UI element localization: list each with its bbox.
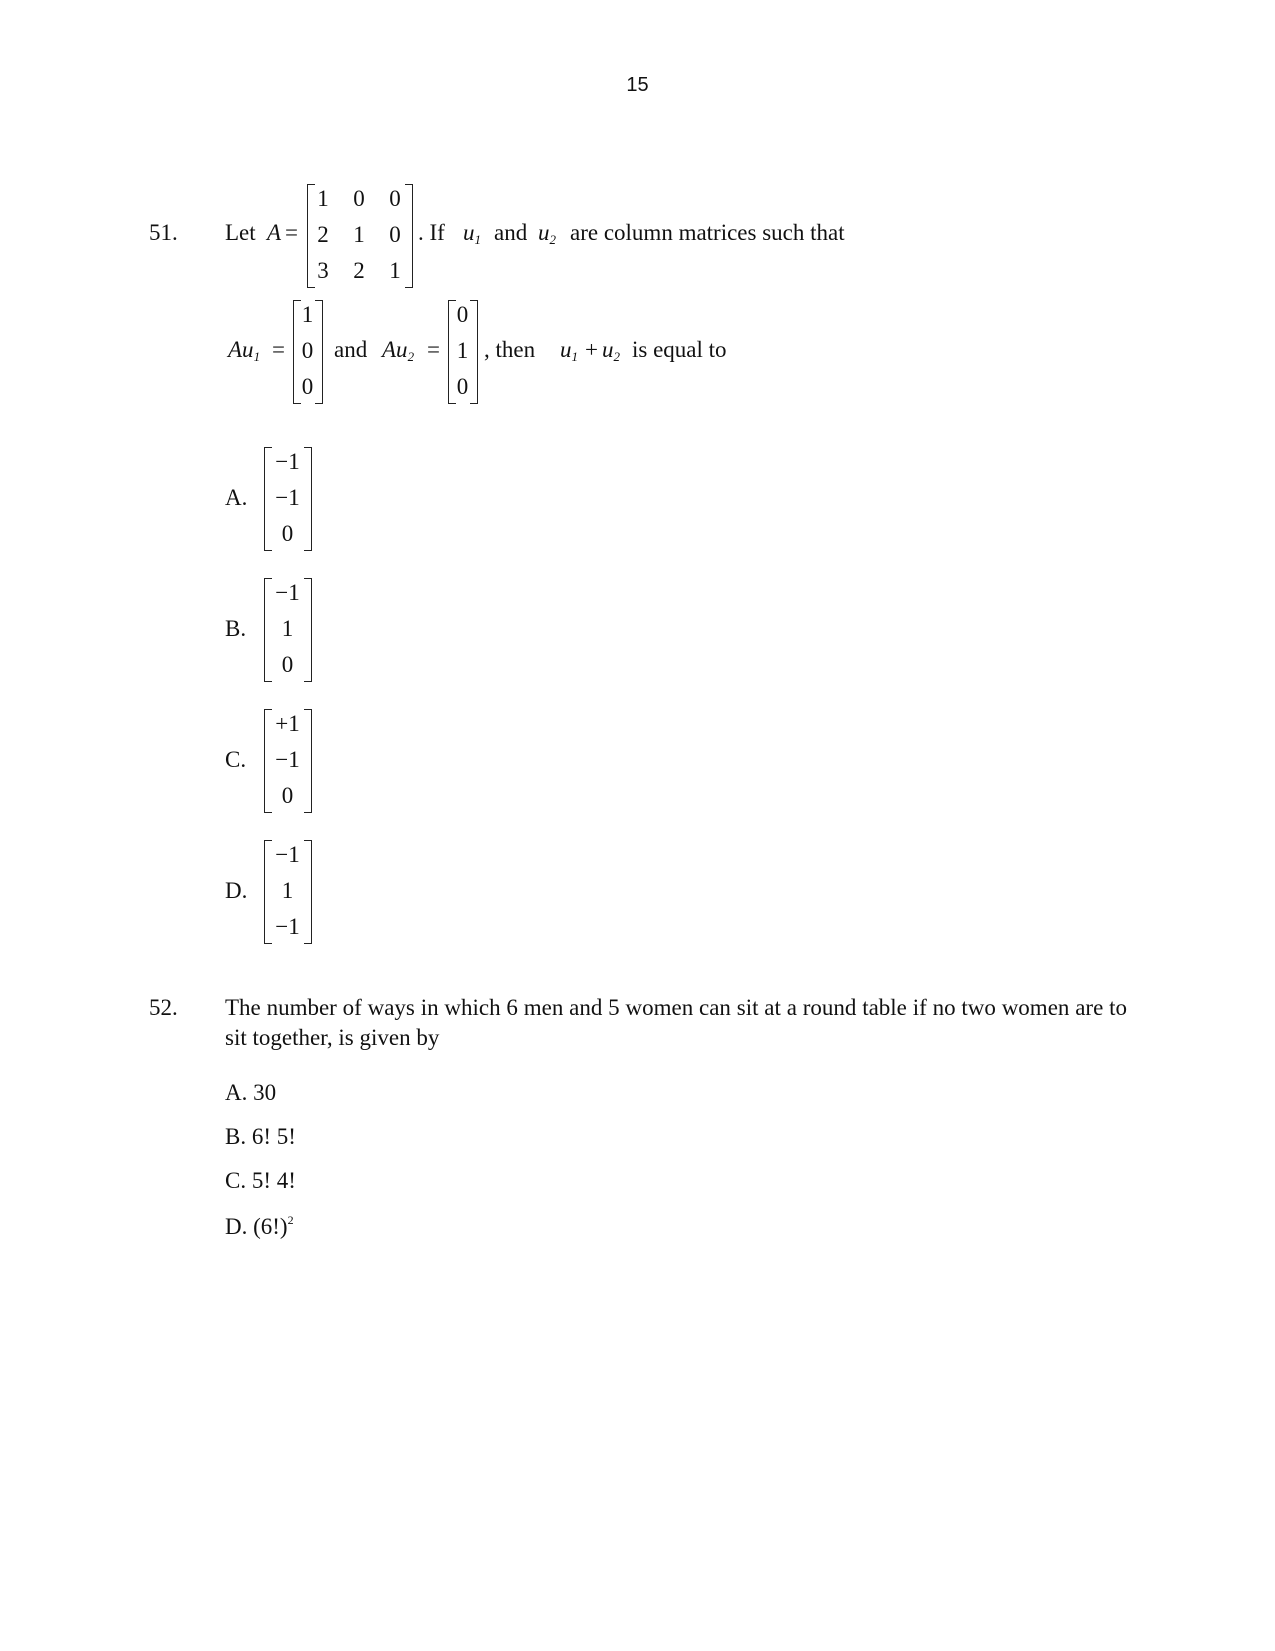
vector-cell: 0: [281, 521, 294, 546]
vector-cell: −1: [275, 580, 300, 605]
vector-cell: 1: [456, 338, 469, 363]
q52-option-b: B. 6! 5!: [225, 1124, 296, 1149]
let-text: Let: [225, 220, 256, 245]
after-matrix-text: . If: [418, 220, 445, 245]
and-text: and: [334, 337, 368, 362]
question-51-number: 51.: [149, 220, 178, 245]
page-number: 15: [626, 74, 649, 96]
au2-symbol: $Au_2$: [382, 337, 415, 364]
question-52-number: 52.: [149, 995, 178, 1020]
vector-cell: −1: [275, 449, 300, 474]
plus-sign: +: [585, 337, 598, 362]
matrix-a-cell: 0: [353, 186, 365, 211]
matrix-a-cell: 2: [317, 222, 329, 247]
u2-symbol: $u_2$: [602, 337, 620, 364]
option-a-label: A.: [225, 485, 248, 510]
question-52-text: The number of ways in which 6 men and 5 women can sit at a round table if no two women are to sit together, is given by: [225, 995, 1127, 1050]
vector-cell: 0: [456, 302, 469, 327]
equals-sign: =: [272, 337, 285, 362]
u1-symbol: $u_1$: [463, 220, 481, 247]
then-text: , then: [484, 337, 536, 362]
vector-cell: 1: [301, 302, 314, 327]
vector-cell: +1: [275, 711, 300, 736]
matrix-a-cell: 1: [353, 222, 365, 247]
matrix-a-cell: 2: [353, 258, 365, 283]
au1-symbol: $Au_1$: [228, 337, 261, 364]
option-c-label: C.: [225, 747, 247, 772]
matrix-a-cell: 0: [389, 186, 401, 211]
vector-cell: −1: [275, 485, 300, 510]
vector-cell: −1: [275, 914, 300, 939]
option-d-label: D.: [225, 878, 248, 903]
vector-cell: −1: [275, 747, 300, 772]
column-matrices-text: are column matrices such that: [570, 220, 845, 245]
vector-cell: 0: [281, 652, 294, 677]
option-c-vector: [264, 709, 312, 813]
vector-cell: 0: [301, 374, 314, 399]
option-a-vector: [264, 447, 312, 551]
option-b-vector: [264, 578, 312, 682]
vector-au2: [448, 300, 478, 404]
option-b-label: B.: [225, 616, 247, 641]
vector-cell: 0: [281, 783, 294, 808]
matrix-a-label: A: [267, 220, 282, 245]
q52-option-a: A. 30: [225, 1080, 277, 1105]
u1-symbol: $u_1$: [560, 337, 578, 364]
matrix-a: [307, 184, 413, 288]
and-text: and: [494, 220, 528, 245]
vector-cell: 0: [301, 338, 314, 363]
q52-option-c: C. 5! 4!: [225, 1168, 296, 1193]
equals-sign: =: [427, 337, 440, 362]
matrix-a-cell: 0: [389, 222, 401, 247]
option-d-vector: [264, 840, 312, 944]
matrix-a-cell: 1: [317, 186, 329, 211]
q52-option-d: D. $(6!)^2$: [225, 1213, 294, 1239]
equals-sign: =: [285, 220, 298, 245]
vector-cell: 0: [456, 374, 469, 399]
vector-cell: 1: [281, 878, 294, 903]
matrix-a-cell: 3: [317, 258, 329, 283]
u2-symbol: $u_2$: [538, 220, 556, 247]
vector-au1: [293, 300, 323, 404]
matrix-a-cell: 1: [389, 258, 401, 283]
is-equal-to-text: is equal to: [632, 337, 727, 362]
vector-cell: 1: [281, 616, 294, 641]
vector-cell: −1: [275, 842, 300, 867]
